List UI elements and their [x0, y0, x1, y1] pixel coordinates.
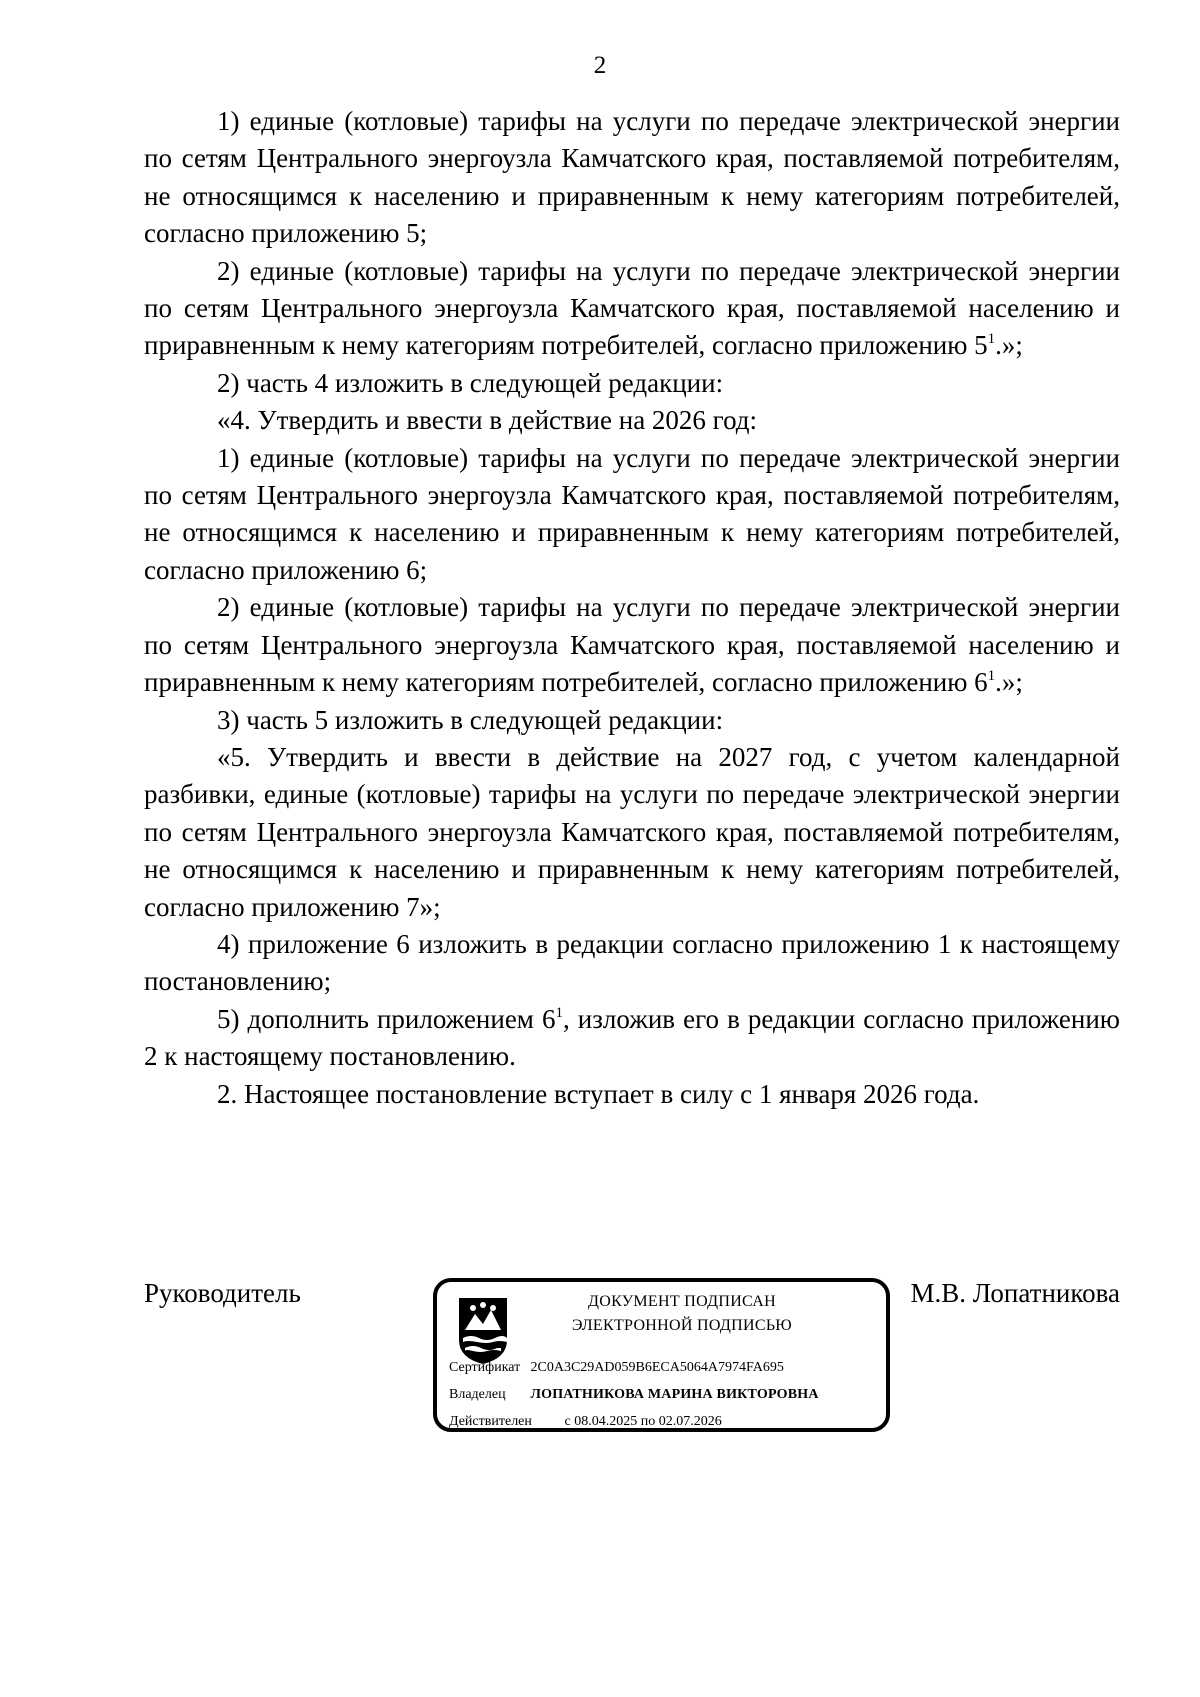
- electronic-signature-stamp: [433, 1278, 890, 1432]
- document-body: [144, 103, 1120, 1113]
- paragraph-3: 2) часть 4 изложить в следующей редакции:: [217, 367, 724, 398]
- kamchatka-coat-of-arms-icon: [455, 1296, 511, 1366]
- paragraph-9: 4) приложение 6 изложить в редакции согласно приложению 1 к настоящему постановлению;: [144, 928, 1120, 997]
- paragraph-2: 2) единые (котловые) тарифы на услуги по передаче электрической энергии по сетям Центрального энергоузла Камчатского края, поставляемой населению и приравненным к нему категориям потребителей, согласно приложению $5^1$.»;: [144, 255, 1120, 361]
- paragraph-4: «4. Утвердить и ввести в действие на 2026 год:: [217, 405, 758, 436]
- stamp-header: ДОКУМЕНТ ПОДПИСАН ЭЛЕКТРОННОЙ ПОДПИСЬЮ: [571, 1293, 793, 1334]
- paragraph-5: 1) единые (котловые) тарифы на услуги по передаче электрической энергии по сетям Центрального энергоузла Камчатского края, поставляемой потребителям, не относящимся к населению и приравненным к нему категориям потребителей, согласно приложению 6;: [144, 442, 1120, 585]
- signer-title: Руководитель: [144, 1278, 301, 1308]
- signer-name: М.В. Лопатникова: [910, 1278, 1120, 1308]
- paragraph-7: 3) часть 5 изложить в следующей редакции:: [217, 704, 724, 735]
- paragraph-6: 2) единые (котловые) тарифы на услуги по передаче электрической энергии по сетям Центрального энергоузла Камчатского края, поставляемой населению и приравненным к нему категориям потребителей, согласно приложению $6^1$.»;: [144, 592, 1120, 698]
- stamp-certificate-row: Сертификат 2C0A3C29AD059B6ECA5064A7974FA695: [449, 1360, 784, 1375]
- certificate-number: 2C0A3C29AD059B6ECA5064A7974FA695: [530, 1360, 784, 1375]
- stamp-validity-row: Действителен с 08.04.2025 по 02.07.2026: [449, 1414, 722, 1429]
- valid-to-date: 02.07.2026: [658, 1414, 722, 1429]
- paragraph-8: «5. Утвердить и ввести в действие на 2027 год, с учетом календарной разбивки, единые (котловые) тарифы на услуги по передаче электрической энергии по сетям Центрального энергоузла Камчатского края, поставляемой потребителям, не относящимся к населению и приравненным к нему категориям потребителей, согласно приложению 7»;: [144, 741, 1120, 922]
- owner-name: ЛОПАТНИКОВА МАРИНА ВИКТОРОВНА: [530, 1387, 819, 1402]
- stamp-owner-row: Владелец ЛОПАТНИКОВА МАРИНА ВИКТОРОВНА: [449, 1387, 819, 1402]
- paragraph-10: 5) дополнить приложением $6^1$, изложив его в редакции согласно приложению 2 к настоящему постановлению.: [144, 1003, 1120, 1072]
- page-number: 2: [593, 52, 607, 79]
- valid-from-date: 08.04.2025: [574, 1414, 638, 1429]
- paragraph-1: 1) единые (котловые) тарифы на услуги по передаче электрической энергии по сетям Центрального энергоузла Камчатского края, поставляемой потребителям, не относящимся к населению и приравненным к нему категориям потребителей, согласно приложению 5;: [144, 106, 1120, 249]
- paragraph-11: 2. Настоящее постановление вступает в силу с 1 января 2026 года.: [217, 1078, 980, 1109]
